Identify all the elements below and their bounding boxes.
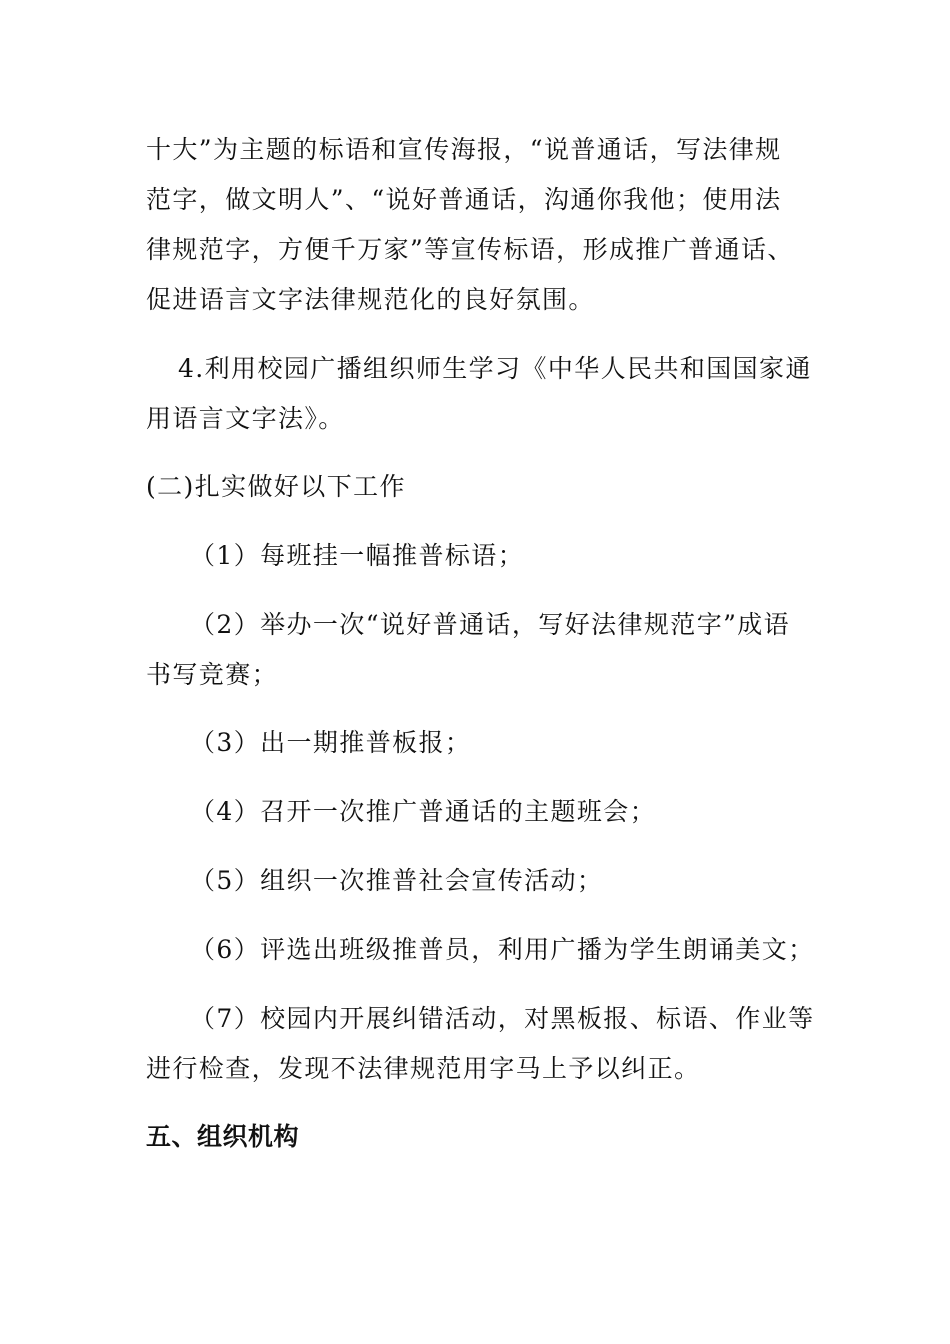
paragraph-line: 促进语言文字法律规范化的良好氛围。 [146,285,595,314]
list-item: （4）召开一次推广普通话的主题班会； [190,797,657,826]
subheading: (二)扎实做好以下工作 [146,472,406,501]
paragraph-line: 十大”为主题的标语和宣传海报，“说普通话，写法律规 [146,135,782,164]
list-item: （5）组织一次推普社会宣传活动； [190,866,604,895]
paragraph-line: 律规范字，方便千万家”等宣传标语，形成推广普通话、 [146,235,794,264]
paragraph-line: 用语言文字法》。 [146,404,345,433]
list-item: （3）出一期推普板报； [190,728,472,757]
list-item-continuation: 进行检查，发现不法律规范用字马上予以纠正。 [146,1054,701,1083]
list-item: （7）校园内开展纠错活动，对黑板报、标语、作业等 [190,1004,815,1033]
list-item: （1）每班挂一幅推普标语； [190,541,525,570]
paragraph-line: 4.利用校园广播组织师生学习《中华人民共和国国家通 [178,354,812,383]
list-item: （2）举办一次“说好普通话，写好法律规范字”成语 [190,610,791,639]
list-item-continuation: 书写竞赛； [146,660,279,689]
paragraph-line: 范字，做文明人”、“说好普通话，沟通你我他；使用法 [146,185,782,214]
list-item: （6）评选出班级推普员，利用广播为学生朗诵美文； [190,935,815,964]
section-heading: 五、组织机构 [146,1122,300,1151]
